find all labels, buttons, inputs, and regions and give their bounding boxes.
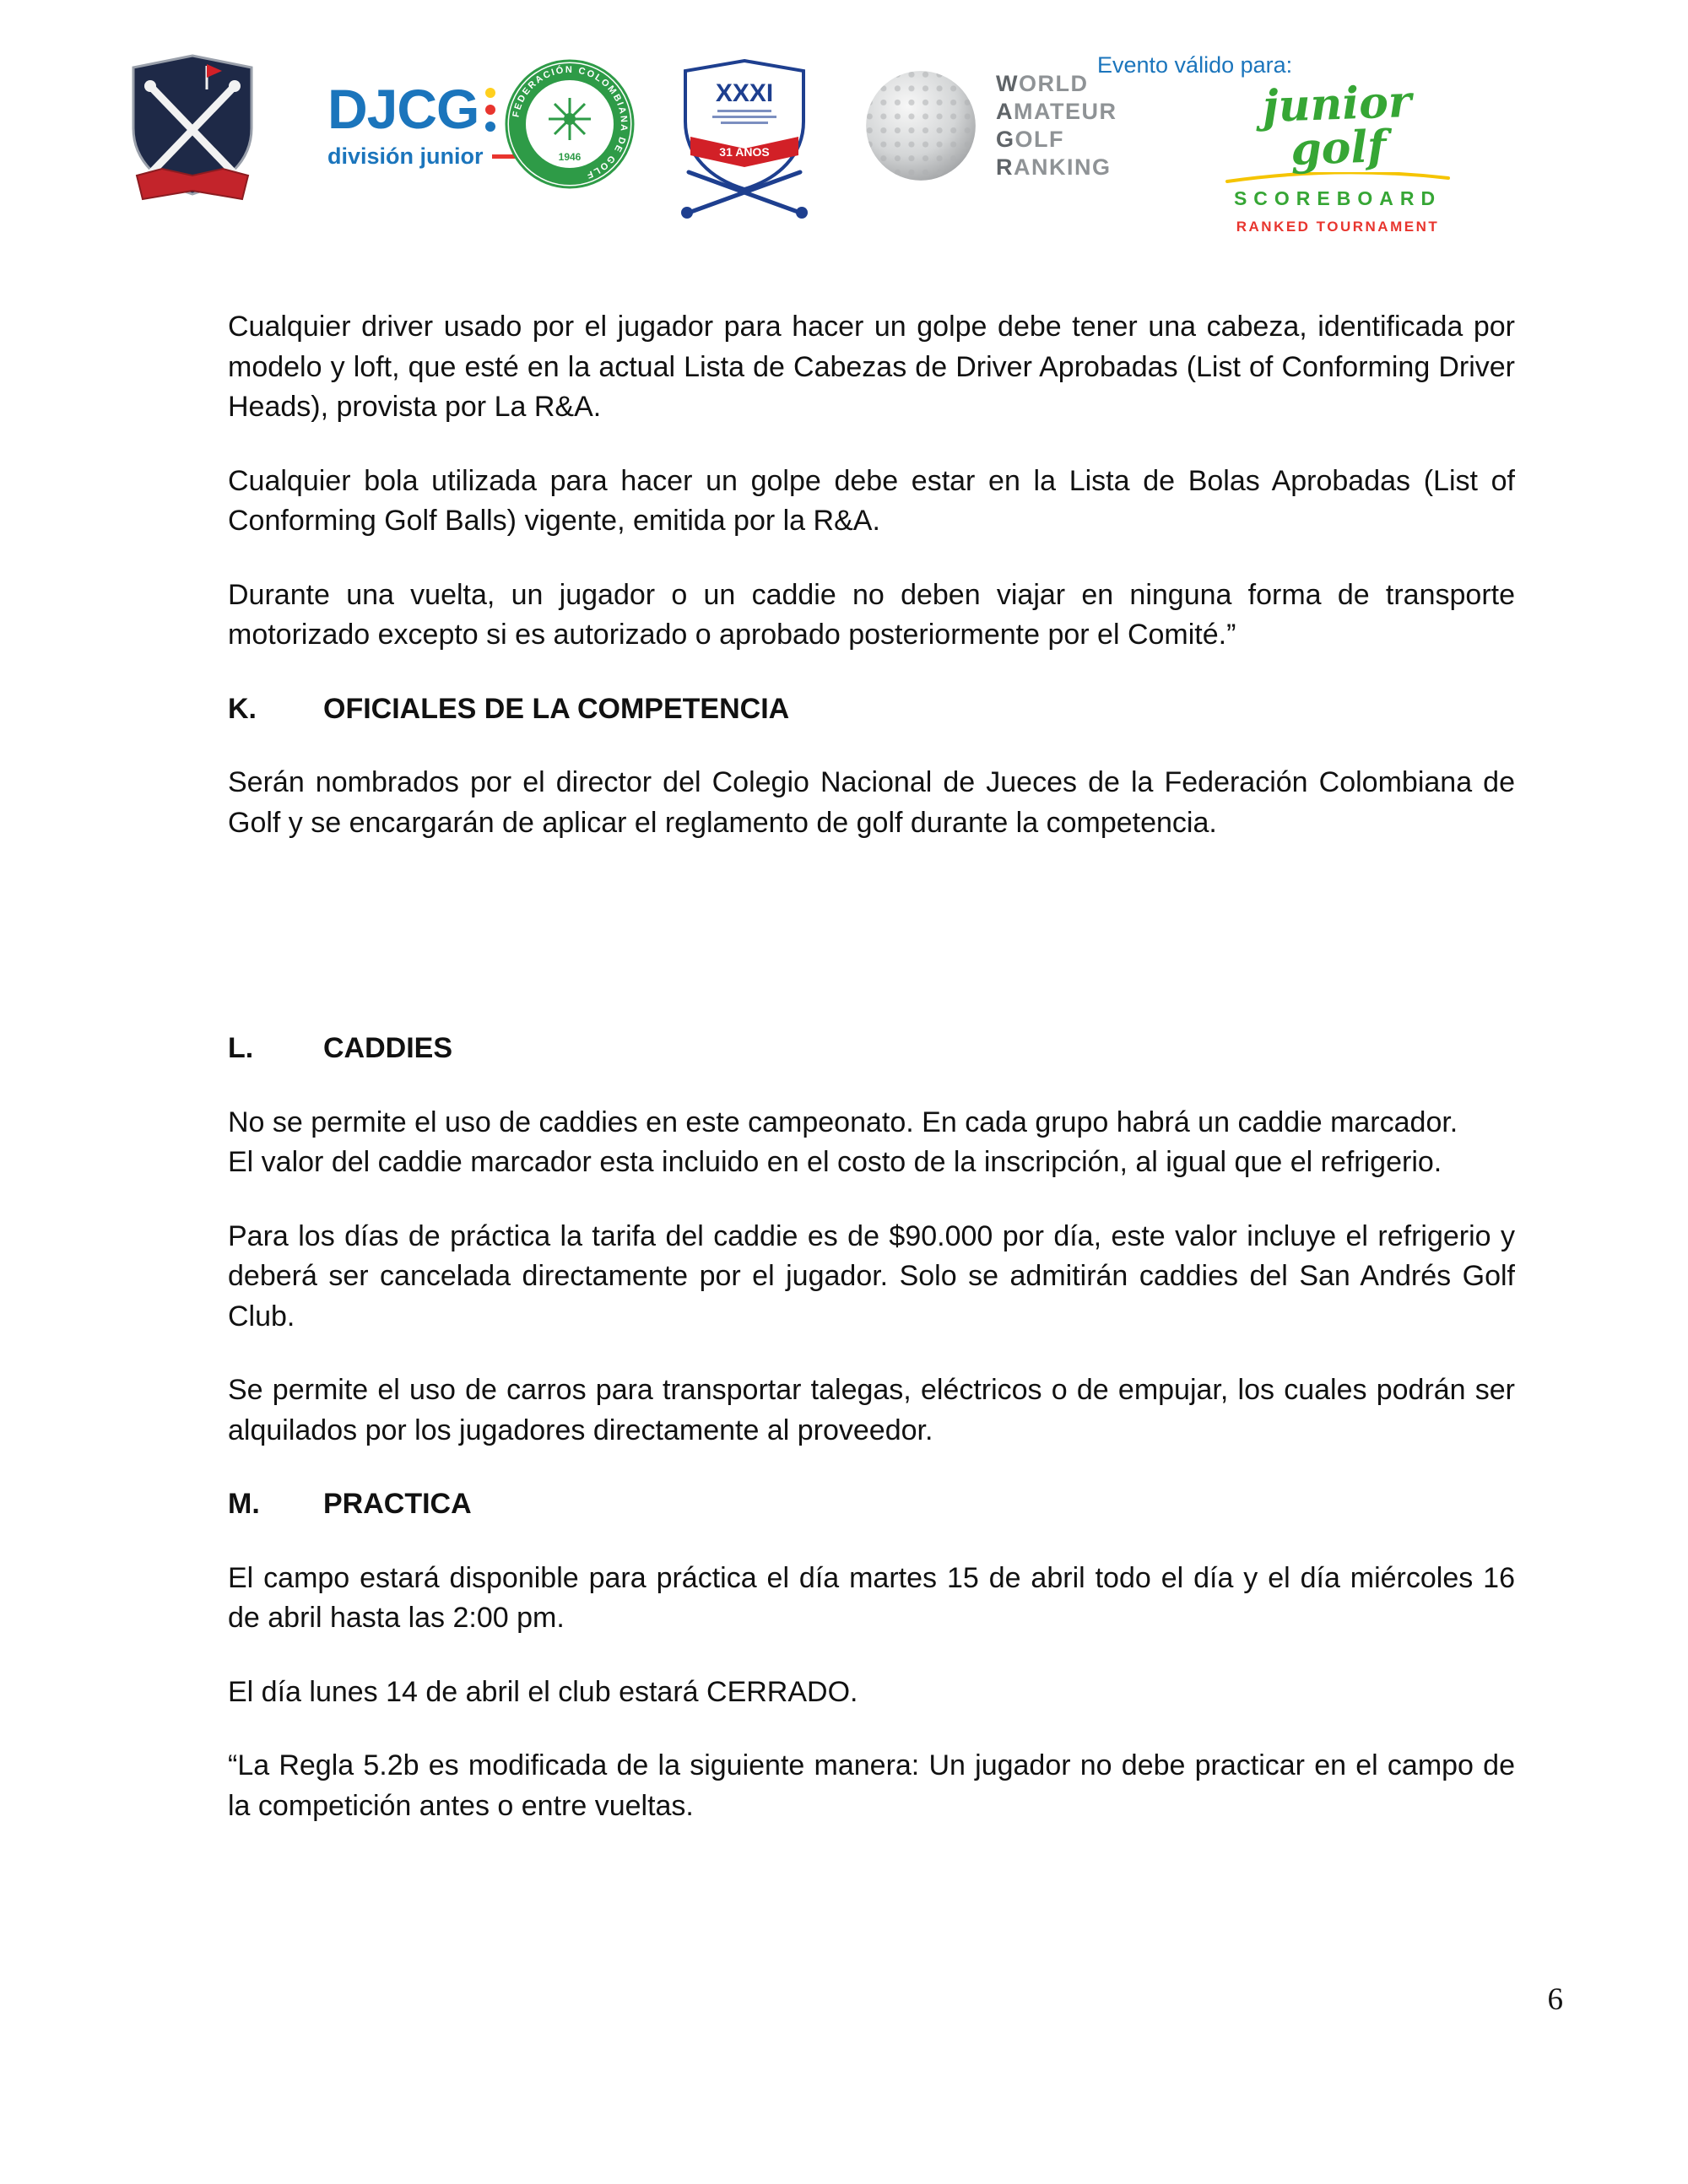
wagr-word-golf: GOLF bbox=[996, 127, 1065, 152]
paragraph-transport-rule: Durante una vuelta, un jugador o un caddie no deben viajar en ninguna forma de transporte motorizado excepto si es autorizado o aprobado posteriormente por el Comité.” bbox=[228, 578, 1515, 651]
paragraph-caddies-2: El valor del caddie marcador esta incluido en el costo de la inscripción, al igual que el refrigerio. bbox=[228, 1146, 1442, 1178]
section-letter: M. bbox=[228, 1488, 260, 1520]
svg-text:XXXI: XXXI bbox=[715, 79, 774, 107]
san-andres-crest-logo bbox=[125, 51, 260, 207]
dot-yellow-icon bbox=[485, 88, 495, 98]
dot-red-icon bbox=[485, 105, 495, 115]
section-title: OFICIALES DE LA COMPETENCIA bbox=[323, 692, 790, 725]
section-letter: L. bbox=[228, 1032, 254, 1064]
paragraph-driver-rule: Cualquier driver usado por el jugador para hacer un golpe debe tener una cabeza, identificada por modelo y loft, que esté en la actual Lista de Cabezas de Driver Aprobadas (List of Conforming Driver Heads), provista por La R&A. bbox=[228, 311, 1515, 423]
djcg-dots-icon bbox=[485, 81, 495, 132]
crest-shield-icon bbox=[125, 51, 260, 211]
header-logos bbox=[0, 0, 1688, 253]
paragraph-carts: Se permite el uso de carros para transportar talegas, eléctricos o de empujar, los cuales podrán ser alquilados por los jugadores directamente al proveedor. bbox=[228, 1374, 1515, 1446]
junior-golf-scoreboard-logo bbox=[1211, 75, 1464, 235]
section-heading-k bbox=[228, 689, 1515, 730]
djcg-subtitle-row bbox=[327, 143, 526, 170]
wagr-logo bbox=[863, 68, 1117, 184]
djcg-logo bbox=[327, 78, 526, 170]
section-title: PRACTICA bbox=[323, 1488, 472, 1520]
document-body bbox=[0, 253, 1688, 1826]
evento-valido-label: Evento válido para: bbox=[1097, 52, 1293, 78]
section-heading-l bbox=[228, 1029, 1515, 1069]
paragraph-practice-days: El campo estará disponible para práctica el día martes 15 de abril todo el día y el día miércoles 16 de abril hasta las 2:00 pm. bbox=[228, 1561, 1515, 1634]
paragraph-caddies-1: No se permite el uso de caddies en este campeonato. En cada grupo habrá un caddie marcador. bbox=[228, 1106, 1458, 1138]
paragraph-ball-rule: Cualquier bola utilizada para hacer un golpe debe estar en la Lista de Bolas Aprobadas (List of Conforming Golf Balls) vigente, emitida por la R&A. bbox=[228, 464, 1515, 537]
yellow-swoosh-icon bbox=[1224, 172, 1452, 184]
svg-text:FEDERACIÓN COLOMBIANA DE GOLF: FEDERACIÓN COLOMBIANA DE GOLF bbox=[511, 64, 630, 181]
xxxi-shield-icon bbox=[674, 54, 815, 223]
section-title: CADDIES bbox=[323, 1032, 453, 1064]
fedegolf-seal-logo bbox=[505, 59, 635, 189]
djcg-acronym: DJCG bbox=[327, 78, 479, 140]
wagr-wordmark bbox=[996, 70, 1117, 181]
paragraph-caddie-fee: Para los días de práctica la tarifa del caddie es de $90.000 por día, este valor incluye el refrigerio y deberá ser cancelada directamente por el jugador. Solo se admitirán caddies del San Andrés Golf Club. bbox=[228, 1219, 1515, 1333]
section-letter: K. bbox=[228, 692, 257, 725]
svg-text:31 AÑOS: 31 AÑOS bbox=[719, 145, 770, 159]
page-number: 6 bbox=[1547, 1982, 1563, 2017]
paragraph-club-closed: El día lunes 14 de abril el club estará CERRADO. bbox=[228, 1675, 858, 1708]
golf-ball-icon bbox=[863, 68, 979, 184]
jgs-scoreboard-wordmark: SCOREBOARD bbox=[1233, 187, 1442, 209]
jgs-ranked-tournament-label: RANKED TOURNAMENT bbox=[1236, 219, 1440, 235]
svg-text:1946: 1946 bbox=[558, 151, 582, 163]
paragraph-rule-52b: “La Regla 5.2b es modificada de la siguiente manera: Un jugador no debe practicar en el campo de la competición antes o entre vueltas. bbox=[228, 1749, 1515, 1822]
jgs-script-wordmark: junior golf bbox=[1261, 75, 1413, 176]
djcg-wordmark bbox=[327, 78, 526, 140]
wagr-word-amateur: AMATEUR bbox=[996, 99, 1117, 124]
xxxi-shield-logo bbox=[674, 54, 815, 223]
fedegolf-seal-icon bbox=[505, 59, 635, 189]
djcg-subtitle: división junior bbox=[327, 143, 484, 169]
wagr-word-ranking: RANKING bbox=[996, 154, 1112, 180]
paragraph-officials: Serán nombrados por el director del Colegio Nacional de Jueces de la Federación Colombiana de Golf y se encargarán de aplicar el reglamento de golf durante la competencia. bbox=[228, 766, 1515, 839]
section-gap bbox=[228, 877, 1515, 1029]
dot-blue-icon bbox=[485, 122, 495, 132]
wagr-word-world: WORLD bbox=[996, 71, 1089, 96]
section-heading-m bbox=[228, 1484, 1515, 1525]
